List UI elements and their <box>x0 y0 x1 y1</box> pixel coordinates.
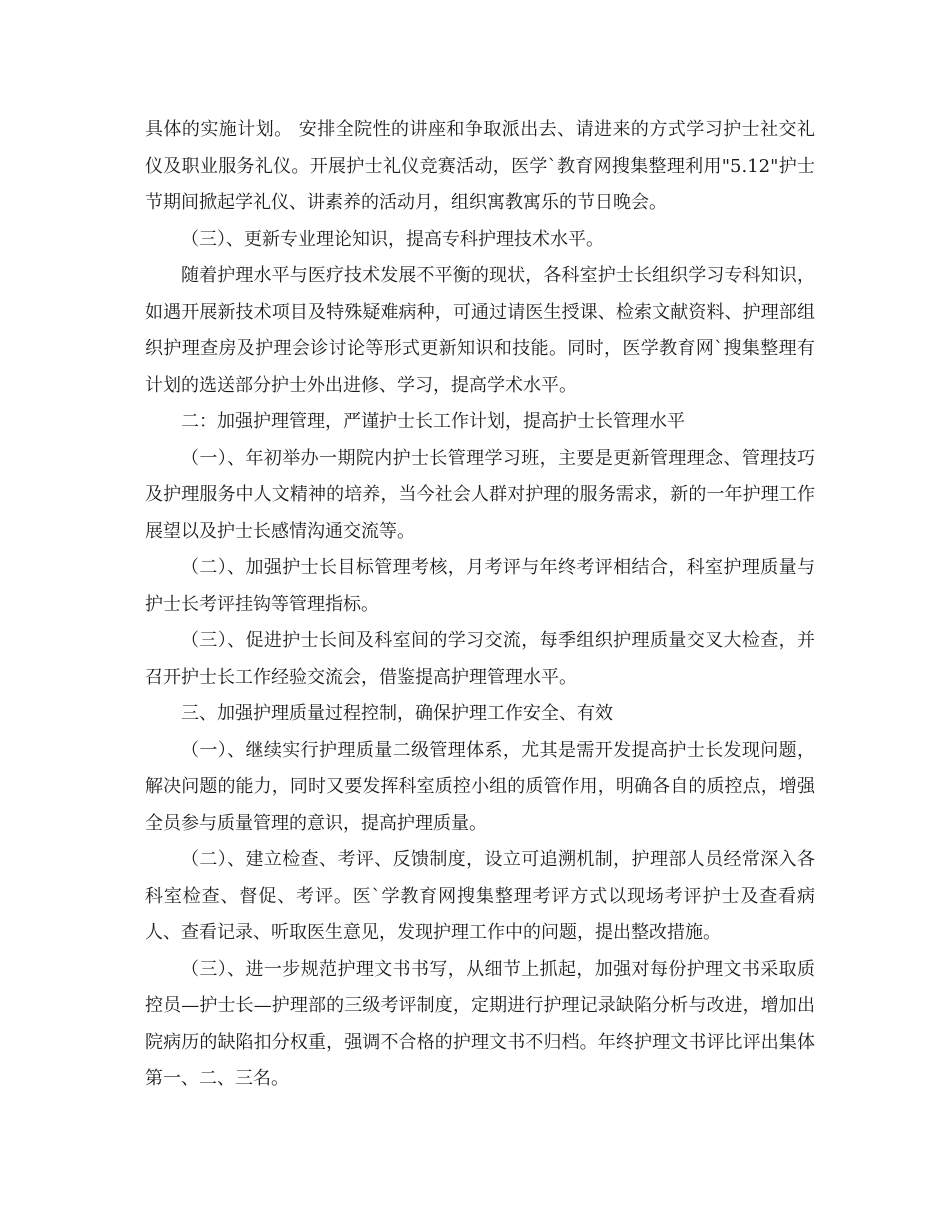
paragraph-continuation: 具体的实施计划。 安排全院性的讲座和争取派出去、请进来的方式学习护士社交礼仪及职业服务礼仪。开展护士礼仪竞赛活动，医学`教育网搜集整理利用"5.12"护士节期间掀起学礼仪、讲素养的活动月，组织寓教寓乐的节日晚会。 <box>145 119 815 213</box>
section-heading-nursing-management: 二：加强护理管理，严谨护士长工作计划，提高护士长管理水平 <box>181 411 685 432</box>
paragraph-inspection-system: （二）、建立检查、考评、反馈制度，设立可追溯机制，护理部人员经常深入各科室检查、督促、考评。医`学教育网搜集整理考评方式以现场考评护士及查看病人、查看记录、听取医生意见，发现护理工作中的问题，提出整改措施。 <box>145 849 815 943</box>
paragraph-exchange: （三）、促进护士长间及科室间的学习交流，每季组织护理质量交叉大检查，并召开护士长工作经验交流会，借鉴提高护理管理水平。 <box>145 630 815 688</box>
document-body <box>145 112 815 1098</box>
paragraph-target-assessment: （二）、加强护士长目标管理考核，月考评与年终考评相结合，科室护理质量与护士长考评挂钩等管理指标。 <box>145 557 815 615</box>
paragraph-documentation-standards: （三）、进一步规范护理文书书写，从细节上抓起，加强对每份护理文书采取质控员—护士长—护理部的三级考评制度，定期进行护理记录缺陷分析与改进，增加出院病历的缺陷扣分权重，强调不合格的护理文书不归档。年终护理文书评比评出集体第一、二、三名。 <box>145 958 815 1089</box>
paragraph-two-level-management: （一）、继续实行护理质量二级管理体系，尤其是需开发提高护士长发现问题，解决问题的能力，同时又要发挥科室质控小组的质管作用，明确各自的质控点，增强全员参与质量管理的意识，提高护理质量。 <box>145 739 815 834</box>
section-heading-quality-control: 三、加强护理质量过程控制，确保护理工作安全、有效 <box>181 703 613 724</box>
paragraph-specialist-knowledge: 随着护理水平与医疗技术发展不平衡的现状，各科室护士长组织学习专科知识，如遇开展新技术项目及特殊疑难病种，可通过请医生授课、检索文献资料、护理部组织护理查房及护理会诊讨论等形式更新知识和技能。同时，医学教育网`搜集整理有计划的选送部分护士外出进修、学习，提高学术水平。 <box>145 265 815 396</box>
paragraph-head-nurse-training: （一）、年初举办一期院内护士长管理学习班，主要是更新管理理念、管理技巧及护理服务中人文精神的培养，当今社会人群对护理的服务需求，新的一年护理工作展望以及护士长感情沟通交流等。 <box>145 447 815 542</box>
subsection-heading-update-knowledge: （三）、更新专业理论知识，提高专科护理技术水平。 <box>181 228 604 250</box>
